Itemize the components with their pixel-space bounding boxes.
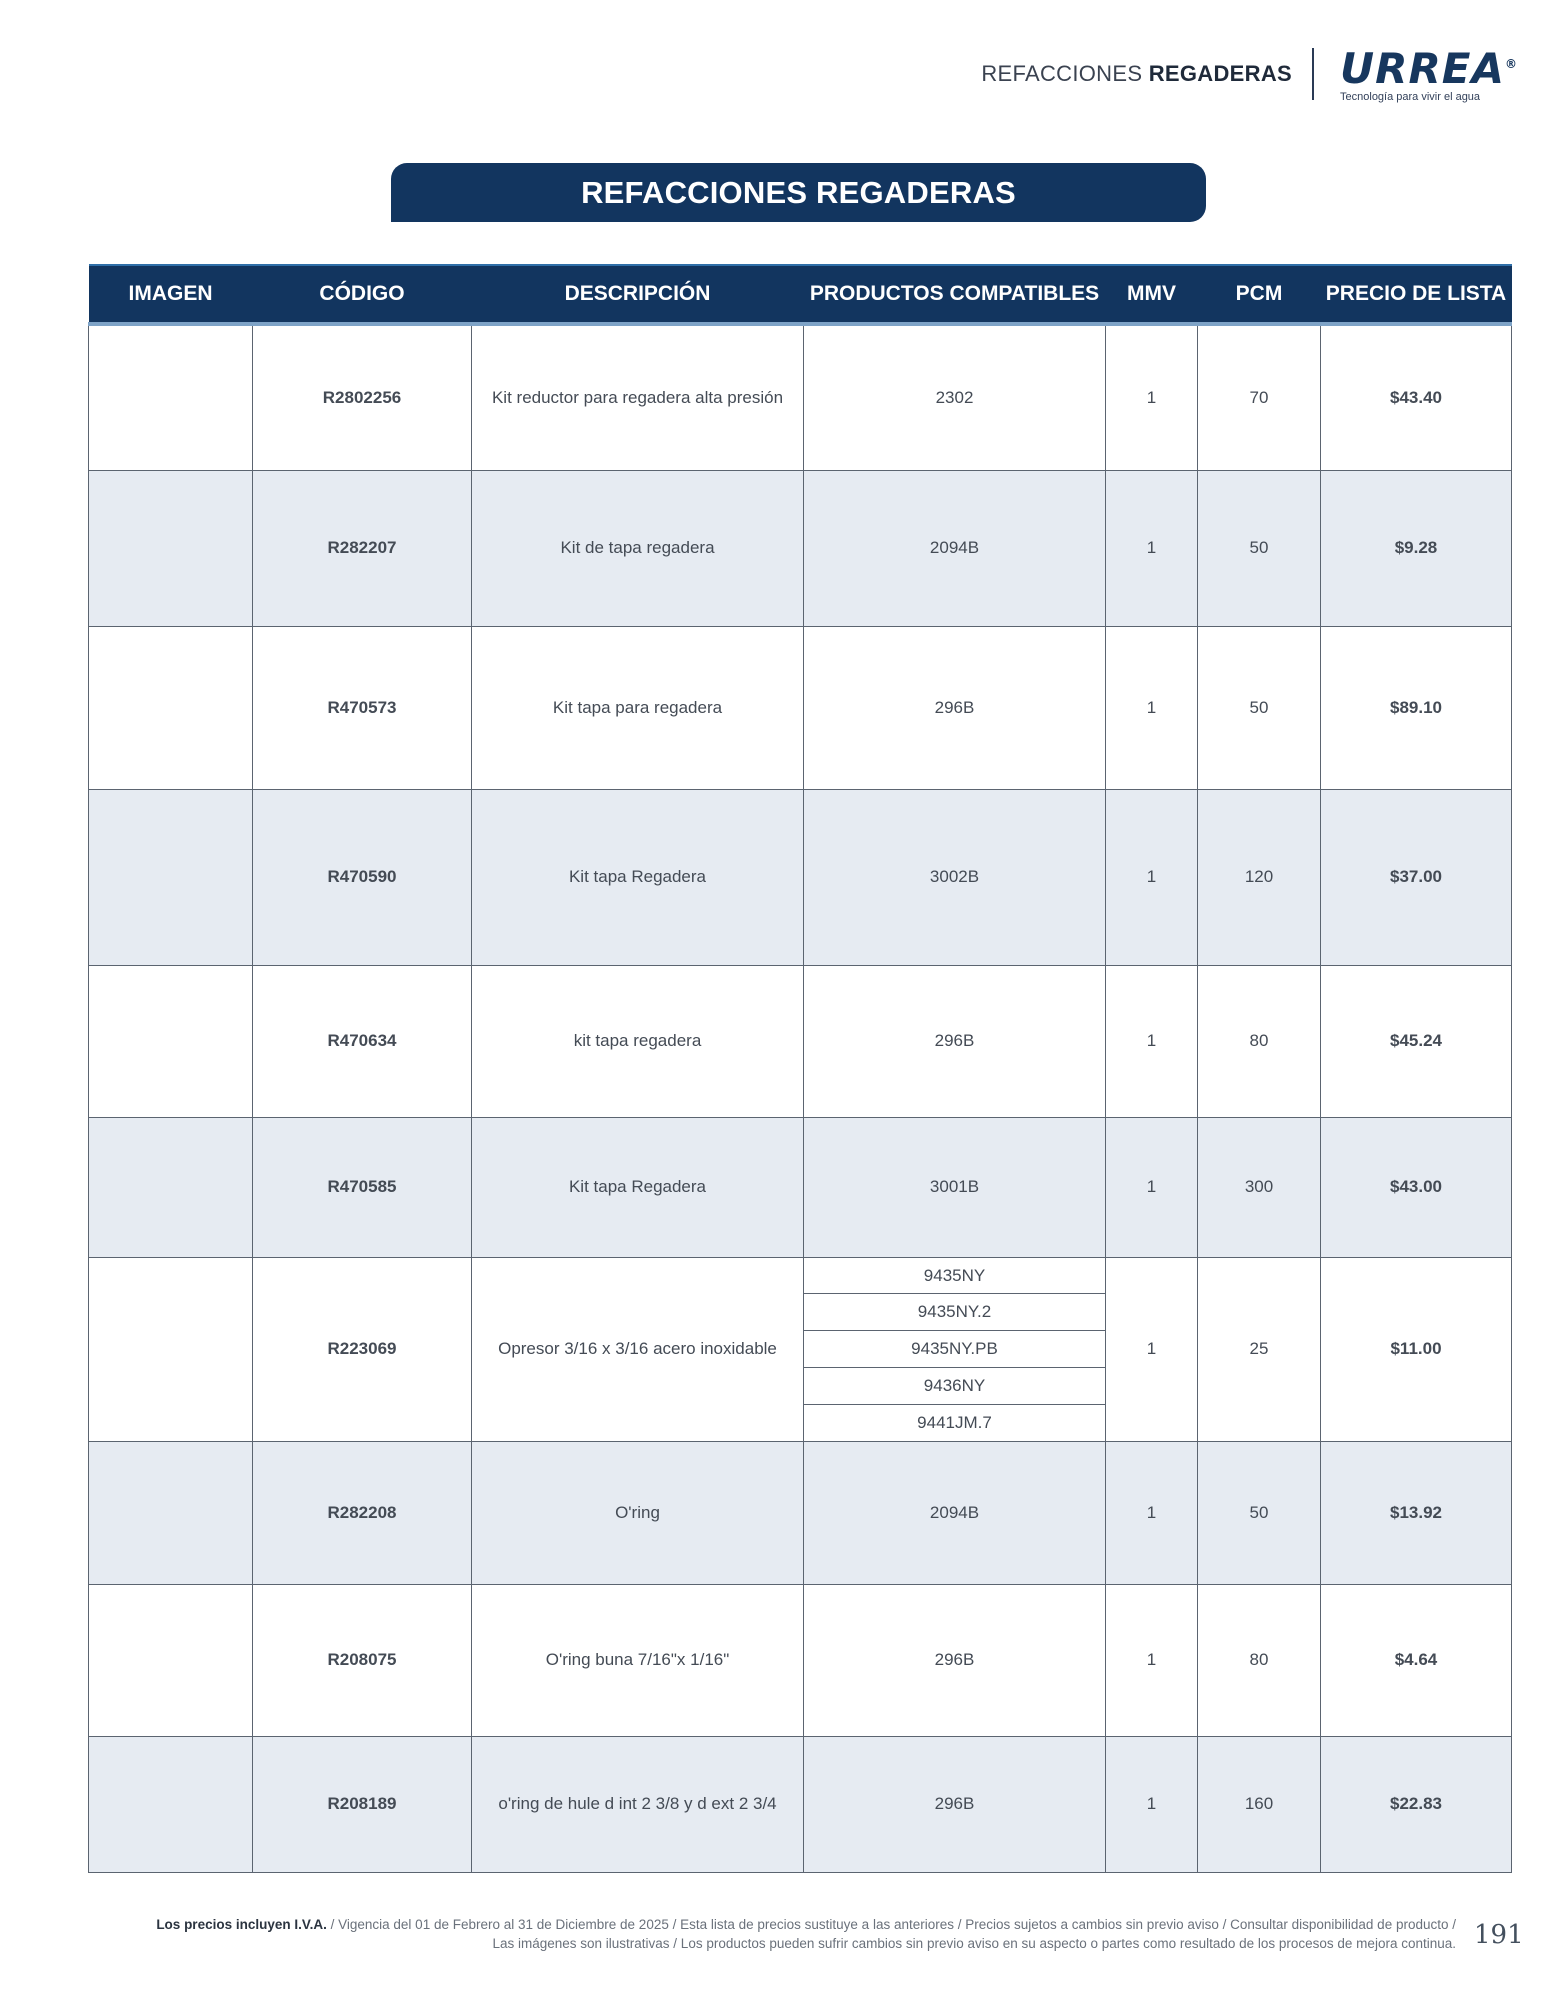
description-cell: O'ring buna 7/16"x 1/16" bbox=[472, 1584, 804, 1736]
mmv-cell: 1 bbox=[1106, 1117, 1198, 1257]
price-cell: $9.28 bbox=[1321, 470, 1512, 626]
image-cell bbox=[89, 470, 253, 626]
compatible-item: 9435NY.2 bbox=[804, 1294, 1105, 1331]
compatible-cell: 2302 bbox=[804, 324, 1106, 470]
description-cell: Kit tapa Regadera bbox=[472, 1117, 804, 1257]
description-cell: O'ring bbox=[472, 1441, 804, 1584]
compatible-cell bbox=[804, 1257, 1106, 1441]
mmv-cell: 1 bbox=[1106, 1736, 1198, 1872]
image-cell bbox=[89, 1441, 253, 1584]
image-cell bbox=[89, 1736, 253, 1872]
mmv-cell: 1 bbox=[1106, 1441, 1198, 1584]
compatible-item: 9435NY.PB bbox=[804, 1331, 1105, 1368]
footer-note bbox=[146, 1915, 1456, 1953]
pcm-cell: 50 bbox=[1198, 1441, 1321, 1584]
description-cell: Kit tapa para regadera bbox=[472, 626, 804, 789]
pcm-cell: 80 bbox=[1198, 1584, 1321, 1736]
compatible-cell: 296B bbox=[804, 965, 1106, 1117]
pcm-cell: 80 bbox=[1198, 965, 1321, 1117]
price-cell: $43.40 bbox=[1321, 324, 1512, 470]
mmv-cell: 1 bbox=[1106, 1257, 1198, 1441]
pcm-cell: 50 bbox=[1198, 626, 1321, 789]
pcm-cell: 50 bbox=[1198, 470, 1321, 626]
brand-wordmark bbox=[1340, 44, 1518, 93]
compatible-item: 9435NY bbox=[804, 1258, 1105, 1295]
image-cell bbox=[89, 626, 253, 789]
brand-name: URREA bbox=[1340, 44, 1505, 93]
image-cell bbox=[89, 1257, 253, 1441]
price-cell: $22.83 bbox=[1321, 1736, 1512, 1872]
mmv-cell: 1 bbox=[1106, 789, 1198, 965]
image-cell bbox=[89, 1584, 253, 1736]
brand-tagline: Tecnología para vivir el agua bbox=[1340, 91, 1481, 103]
table-row bbox=[89, 1117, 1512, 1257]
mmv-cell: 1 bbox=[1106, 1584, 1198, 1736]
pcm-cell: 160 bbox=[1198, 1736, 1321, 1872]
pcm-cell: 120 bbox=[1198, 789, 1321, 965]
mmv-cell: 1 bbox=[1106, 965, 1198, 1117]
table-row bbox=[89, 1257, 1512, 1441]
column-header: PRODUCTOS COMPATIBLES bbox=[804, 265, 1106, 324]
section-label bbox=[981, 61, 1292, 87]
code-cell: R282208 bbox=[253, 1441, 472, 1584]
compatible-cell: 2094B bbox=[804, 470, 1106, 626]
code-cell: R2802256 bbox=[253, 324, 472, 470]
table-row bbox=[89, 1736, 1512, 1872]
table-row bbox=[89, 1584, 1512, 1736]
price-cell: $37.00 bbox=[1321, 789, 1512, 965]
compatible-cell: 296B bbox=[804, 1736, 1106, 1872]
page-number: 191 bbox=[1474, 1920, 1524, 1950]
table-row bbox=[89, 470, 1512, 626]
compatible-item: 9436NY bbox=[804, 1368, 1105, 1405]
footer-bold: Los precios incluyen I.V.A. bbox=[156, 1917, 327, 1932]
price-cell: $89.10 bbox=[1321, 626, 1512, 789]
code-cell: R470573 bbox=[253, 626, 472, 789]
header-divider bbox=[1312, 48, 1314, 100]
code-cell: R282207 bbox=[253, 470, 472, 626]
pcm-cell: 25 bbox=[1198, 1257, 1321, 1441]
code-cell: R470634 bbox=[253, 965, 472, 1117]
price-cell: $13.92 bbox=[1321, 1441, 1512, 1584]
page-header bbox=[981, 44, 1518, 103]
column-header: MMV bbox=[1106, 265, 1198, 324]
table-body bbox=[89, 324, 1512, 1872]
registered-mark: ® bbox=[1505, 57, 1518, 71]
table-header-row bbox=[89, 265, 1512, 324]
description-cell: Kit de tapa regadera bbox=[472, 470, 804, 626]
code-cell: R470590 bbox=[253, 789, 472, 965]
table-row bbox=[89, 789, 1512, 965]
table-row bbox=[89, 965, 1512, 1117]
brand-logo bbox=[1340, 44, 1518, 103]
compatible-cell: 3002B bbox=[804, 789, 1106, 965]
column-header: PCM bbox=[1198, 265, 1321, 324]
table-row bbox=[89, 324, 1512, 470]
description-cell: Kit tapa Regadera bbox=[472, 789, 804, 965]
title-banner bbox=[391, 163, 1206, 222]
mmv-cell: 1 bbox=[1106, 324, 1198, 470]
price-cell: $43.00 bbox=[1321, 1117, 1512, 1257]
section-label-bold: REGADERAS bbox=[1148, 60, 1293, 86]
compatible-cell: 2094B bbox=[804, 1441, 1106, 1584]
table-row bbox=[89, 1441, 1512, 1584]
parts-table bbox=[88, 264, 1512, 1873]
price-cell: $4.64 bbox=[1321, 1584, 1512, 1736]
code-cell: R223069 bbox=[253, 1257, 472, 1441]
description-cell: Opresor 3/16 x 3/16 acero inoxidable bbox=[472, 1257, 804, 1441]
mmv-cell: 1 bbox=[1106, 470, 1198, 626]
compatible-item: 9441JM.7 bbox=[917, 1412, 992, 1432]
price-cell: $45.24 bbox=[1321, 965, 1512, 1117]
section-label-light: REFACCIONES bbox=[981, 60, 1143, 86]
code-cell: R208189 bbox=[253, 1736, 472, 1872]
image-cell bbox=[89, 1117, 253, 1257]
table-row bbox=[89, 626, 1512, 789]
pcm-cell: 300 bbox=[1198, 1117, 1321, 1257]
code-cell: R470585 bbox=[253, 1117, 472, 1257]
compatible-cell: 296B bbox=[804, 1584, 1106, 1736]
compatible-cell: 296B bbox=[804, 626, 1106, 789]
price-cell: $11.00 bbox=[1321, 1257, 1512, 1441]
image-cell bbox=[89, 789, 253, 965]
column-header: CÓDIGO bbox=[253, 265, 472, 324]
description-cell: kit tapa regadera bbox=[472, 965, 804, 1117]
description-cell: Kit reductor para regadera alta presión bbox=[472, 324, 804, 470]
compatible-list bbox=[804, 1258, 1105, 1441]
page-title: REFACCIONES REGADERAS bbox=[581, 174, 1016, 210]
code-cell: R208075 bbox=[253, 1584, 472, 1736]
compatible-cell: 3001B bbox=[804, 1117, 1106, 1257]
image-cell bbox=[89, 324, 253, 470]
column-header: DESCRIPCIÓN bbox=[472, 265, 804, 324]
pcm-cell: 70 bbox=[1198, 324, 1321, 470]
column-header: IMAGEN bbox=[89, 265, 253, 324]
image-cell bbox=[89, 965, 253, 1117]
column-header: PRECIO DE LISTA bbox=[1321, 265, 1512, 324]
mmv-cell: 1 bbox=[1106, 626, 1198, 789]
description-cell: o'ring de hule d int 2 3/8 y d ext 2 3/4 bbox=[472, 1736, 804, 1872]
footer-text: / Vigencia del 01 de Febrero al 31 de Diciembre de 2025 / Esta lista de precios sustituye a las anteriores / Precios sujetos a cambios sin previo aviso / Consultar disponibilidad de producto / Las imágenes son ilustrativas / Los productos pueden sufrir cambios sin previo aviso en su aspecto o partes como resultado de los procesos de mejora continua. bbox=[326, 1917, 1456, 1951]
